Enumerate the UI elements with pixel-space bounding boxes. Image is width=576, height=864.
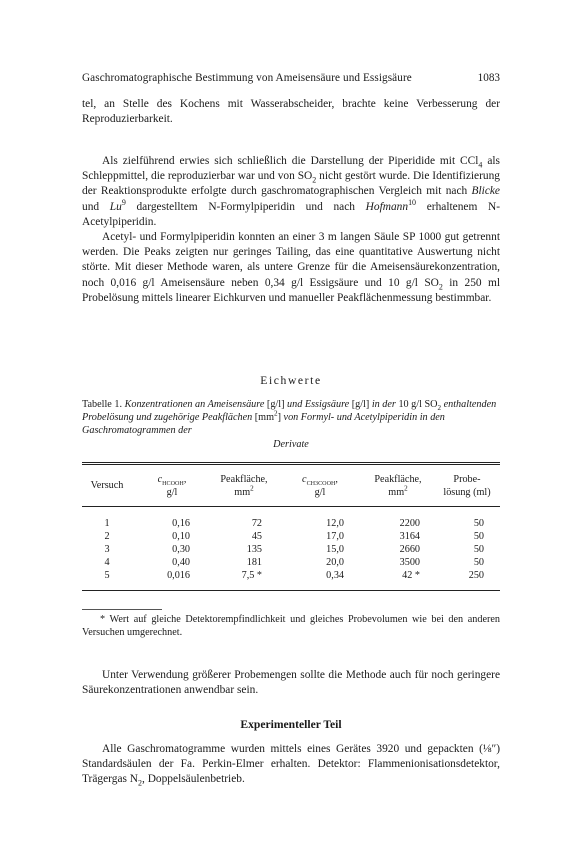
header-versuch: Versuch <box>90 480 124 491</box>
cell-peak-formyl: 135 <box>246 544 262 555</box>
table-top-rule <box>82 462 500 463</box>
header-probeloesung: Probe- <box>453 474 481 485</box>
cell-c-acetic: 0,34 <box>326 570 344 581</box>
section-heading-experimental: Experimenteller Teil <box>240 718 342 731</box>
cell-c-hcooh: 0,30 <box>172 544 190 555</box>
cell-versuch: 5 <box>104 570 110 581</box>
footnote-separator <box>82 609 162 610</box>
cell-versuch: 3 <box>104 544 110 555</box>
header-c-acetic-unit: g/l <box>314 487 326 498</box>
table-top-rule-double <box>82 464 500 465</box>
cell-versuch: 4 <box>104 557 110 568</box>
author-blicke: Blicke <box>471 185 500 198</box>
cell-peak-acetyl: 3164 <box>399 531 420 542</box>
footnote-text: * Wert auf gleiche Detektorempfindlichkeit und gleiches Probevolumen wie bei den anderen Versuchen umgerechnet. <box>82 614 500 639</box>
header-peak-formyl: Peakfläche, <box>220 474 268 485</box>
cell-c-hcooh: 0,16 <box>172 518 190 529</box>
cell-c-acetic: 12,0 <box>326 518 344 529</box>
cell-c-hcooh: 0,40 <box>172 557 190 568</box>
page-number: 1083 <box>477 72 500 84</box>
paragraph-piperidide-part1: Als zielführend erwies sich schließlich die Darstellung der Piperidide mit CCl$_4$ als Schleppmittel, die reproduzierbar war und von $SO_2$ nicht gestört wurde. Die Identifizierung der Reaktionsprodukte erfolgte durch gaschromatographischen Vergleich mit nach Blicke und Lu$^9$ dargestelltem N-Formylpiperidin und nach Hofmann$^{10}$ erhaltenem N-Acetylpiperidin. <box>82 155 501 228</box>
cell-probeloesung: 250 <box>468 570 484 581</box>
cell-peak-formyl: 7,5 * <box>241 570 262 581</box>
header-peak-acetyl-unit: $mm^2$ <box>388 484 408 498</box>
cell-c-acetic: 17,0 <box>326 531 344 542</box>
header-c-acetic: $c_{CH3COOH}$, <box>302 474 338 488</box>
cell-peak-formyl: 181 <box>246 557 262 568</box>
cell-probeloesung: 50 <box>473 544 484 555</box>
author-lu: Lu <box>109 200 122 213</box>
author-hofmann: Hofmann <box>365 200 409 213</box>
table-bottom-rule <box>82 590 500 591</box>
reference-9: 9 <box>121 197 126 207</box>
cell-peak-formyl: 72 <box>251 518 262 529</box>
cell-peak-acetyl: 2200 <box>399 518 420 529</box>
cell-c-hcooh: 0,016 <box>167 570 190 581</box>
header-c-hcooh: $c_{HCOOH}$, <box>157 474 187 488</box>
cell-peak-acetyl: 2660 <box>399 544 420 555</box>
cell-peak-acetyl: 42 * <box>402 570 420 581</box>
header-c-hcooh-unit: g/l <box>166 487 178 498</box>
paragraph-experimental: Alle Gaschromatogramme wurden mittels eines Gerätes 3920 und gepackten (⅛″) Standardsäulen der Fa. Perkin-Elmer erhalten. Detektor: Flammenionisationsdetektor, Trägergas $N_2$, Doppelsäulenbetrieb. <box>82 743 500 788</box>
cell-probeloesung: 50 <box>473 531 484 542</box>
cell-c-acetic: 20,0 <box>326 557 344 568</box>
cell-c-hcooh: 0,10 <box>172 531 190 542</box>
cell-versuch: 2 <box>104 531 110 542</box>
table-header-rule <box>82 506 500 507</box>
paragraph-piperidide <box>82 154 500 306</box>
paragraph-continuation: tel, an Stelle des Kochens mit Wasserabscheider, brachte keine Verbesserung der Reproduzierbarkeit. <box>82 98 500 126</box>
column-diameter: ⅛″ <box>482 743 497 755</box>
header-peak-acetyl: Peakfläche, <box>374 474 422 485</box>
cell-peak-acetyl: 3500 <box>399 557 420 568</box>
cell-c-acetic: 15,0 <box>326 544 344 555</box>
header-peak-formyl-unit: $mm^2$ <box>234 484 254 498</box>
header-probeloesung-unit: lösung (ml) <box>443 487 491 498</box>
table-label: Tabelle 1. <box>82 399 125 410</box>
paragraph-outlook: Unter Verwendung größerer Probemengen sollte die Methode auch für noch geringere Säurekonzentrationen anwendbar sein. <box>82 669 500 697</box>
paragraph-piperidide-part2: Acetyl- und Formylpiperidin konnten an einer 3 m langen Säule SP 1000 gut getrennt werden. Die Peaks zeigten nur geringes Tailing, das eine quantitative Auswertung nicht störte. Mit dieser Methode waren, als untere Grenze für die Ameisensäurekonzentration, noch 0,016 g/l Ameisensäure neben 0,34 g/l Essigsäure und 10 g/l $SO_2$ in 250 ml Probelösung mittels linearer Eichkurven und manueller Peakflächenmessung bestimmbar. <box>82 231 501 304</box>
reference-10: 10 <box>408 197 417 207</box>
cell-probeloesung: 50 <box>473 518 484 529</box>
cell-peak-formyl: 45 <box>251 531 262 542</box>
cell-probeloesung: 50 <box>473 557 484 568</box>
table-caption: Tabelle 1. Konzentrationen an Ameisensäure [g/l] und Essigsäure [g/l] in der 10 g/l $SO_2$ enthaltenden Probelösung und zugehörige Peakflächen $[mm^2]$ von Formyl- und Acetylpiperidin in den Gaschromatogrammen der Derivate <box>82 399 497 450</box>
section-heading-eichwerte: Eichwerte <box>260 374 322 387</box>
running-title: Gaschromatographische Bestimmung von Ameisensäure und Essigsäure <box>82 72 412 84</box>
cell-versuch: 1 <box>104 518 110 529</box>
